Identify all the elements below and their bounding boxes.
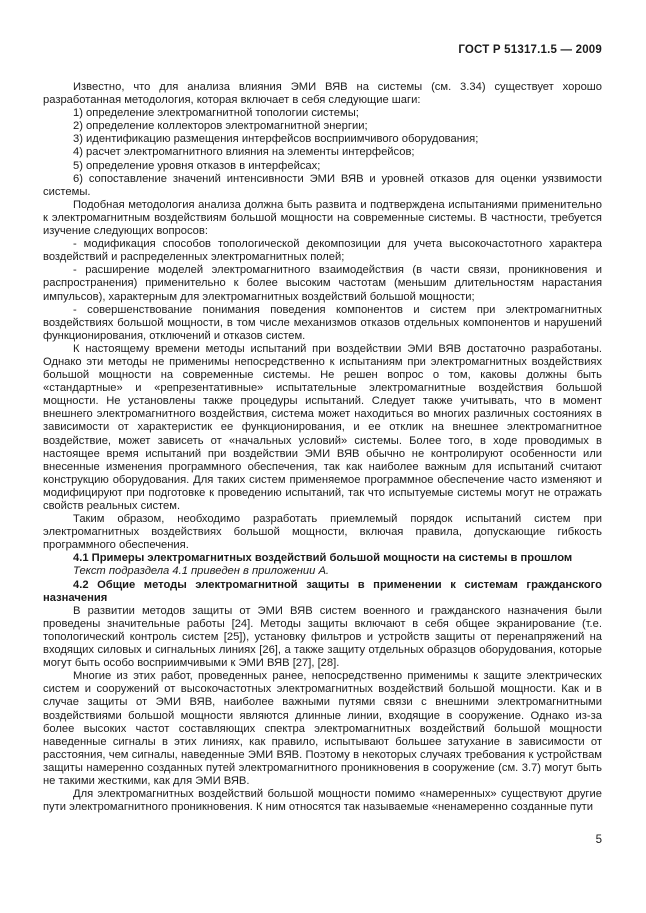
paragraph-penetration-paths: Для электромагнитных воздействий большой мощности помимо «намеренных» существуют другие пути электромагнитного проникновения. К ним относятся так называемые «ненамеренно созданные пути <box>43 788 602 814</box>
list-item-dash-1: - модификация способов топологической декомпозиции для учета высокочастотного характера воздействий и распределенных электромагнитных полей; <box>43 238 602 264</box>
note-subsection-4-1-reference: Текст подраздела 4.1 приведен в приложении А. <box>73 565 330 578</box>
document-body <box>43 81 602 814</box>
paragraph-test-methods: К настоящему времени методы испытаний при воздействии ЭМИ ВЯВ достаточно разработаны. Однако эти методы не применимы непосредственно к испытаниям при электромагнитных воздействиях большой мощности на современные системы. Не решен вопрос о том, каковы должны быть «стандартные» и «репрезентативные» испытательные электромагнитные воздействия большой мощности. Не установлены также процедуры испытаний. Следует также учитывать, что в момент внешнего электромагнитного воздействия, система может находиться во многих различных состояниях в зависимости от характеристик ее функционирования, и ее отклик на внешнее электромагнитное воздействие, может зависеть от «начальных условий» системы. Более того, в ходе проводимых в настоящее время испытаний при воздействии ЭМИ ВЯВ обычно не контролируют особенности или внесенные изменения программного обеспечения, так как наиболее важным для испытаний считают конструкцию оборудования. Для таких систем применяемое программное обеспечение часто изменяют и модифицируют при подготовке к проведению испытаний, так что испытуемые системы могут не отражать свойств реальных систем. <box>43 342 602 512</box>
list-item-dash-2: - расширение моделей электромагнитного взаимодействия (в части связи, проникновения и распространения) применительно к более высоким частотам (меньшим длительностям нарастания импульсов), характерным для электромагнитных воздействий большой мощности; <box>43 264 602 303</box>
document-standard-number: ГОСТ Р 51317.1.5 — 2009 <box>458 44 602 56</box>
paragraph-protection-methods: В развитии методов защиты от ЭМИ ВЯВ систем военного и гражданского назначения были проведены значительные работы [24]. Методы защиты включают в себя общее экранирование (т.е. топологический контроль систем [25]), установку фильтров и устройств защиты от перенапряжений на входящих силовых и сигнальных линиях [26], а также защиту отдельных образцов оборудования, которые могут быть особо восприимчивыми к ЭМИ ВЯВ [27], [28]. <box>43 604 602 670</box>
list-item-step-5: 5) определение уровня отказов в интерфейсах; <box>73 159 321 172</box>
section-heading-4-1: 4.1 Примеры электромагнитных воздействий большой мощности на системы в прошлом <box>73 552 573 565</box>
paragraph-test-order-conclusion: Таким образом, необходимо разработать приемлемый порядок испытаний систем при электромагнитных воздействиях большой мощности, включая правила, допускающие гибкость программного обеспечения. <box>43 513 602 552</box>
list-item-step-2: 2) определение коллекторов электромагнитной энергии; <box>73 120 368 133</box>
list-item-dash-3: - совершенствование понимания поведения компонентов и систем при электромагнитных воздействиях большой мощности, в том числе механизмов отказов отдельных компонентов и нарушений функционирования, отключений и отказов систем. <box>43 303 602 342</box>
page-number: 5 <box>595 834 602 846</box>
list-item-step-3: 3) идентификацию размещения интерфейсов восприимчивого оборудования; <box>73 133 479 146</box>
section-heading-4-2: 4.2 Общие методы электромагнитной защиты в применении к системам гражданского назначения <box>43 578 602 604</box>
paragraph-methodology-intro: Известно, что для анализа влияния ЭМИ ВЯВ на системы (см. 3.34) существует хорошо разработанная методология, которая включает в себя следующие шаги: <box>43 81 602 107</box>
list-item-step-6: 6) сопоставление значений интенсивности ЭМИ ВЯВ и уровней отказов для оценки уязвимости системы. <box>43 172 602 198</box>
paragraph-methodology-development: Подобная методология анализа должна быть развита и подтверждена испытаниями применительно к электромагнитным воздействиям большой мощности на современные системы. В частности, требуется изучение следующих вопросов: <box>43 198 602 238</box>
list-item-step-1: 1) определение электромагнитной топологии системы; <box>73 107 359 120</box>
paragraph-prior-works-applicability: Многие из этих работ, проведенных ранее, непосредственно применимы к защите электрических систем и сооружений от высокочастотных электромагнитных воздействий большой мощности. Как и в случае защиты от ЭМИ ВЯВ, наиболее важными путями связи с внешними электромагнитными воздействиями большой мощности являются длинные линии, входящие в сооружение. Однако из-за более высоких частот составляющих спектра электромагнитных воздействий большой мощности наведенные сигналы в этих линиях, как правило, испытывают большее затухание в зависимости от расстояния, чем сигналы, наведенные ЭМИ ВЯВ. Поэтому в некоторых случаях требования к устройствам защиты намеренно созданных путей электромагнитного проникновения в сооружение (см. 3.7) могут быть не такими жесткими, как для ЭМИ ВЯВ. <box>43 670 602 787</box>
list-item-step-4: 4) расчет электромагнитного влияния на элементы интерфейсов; <box>73 146 415 159</box>
